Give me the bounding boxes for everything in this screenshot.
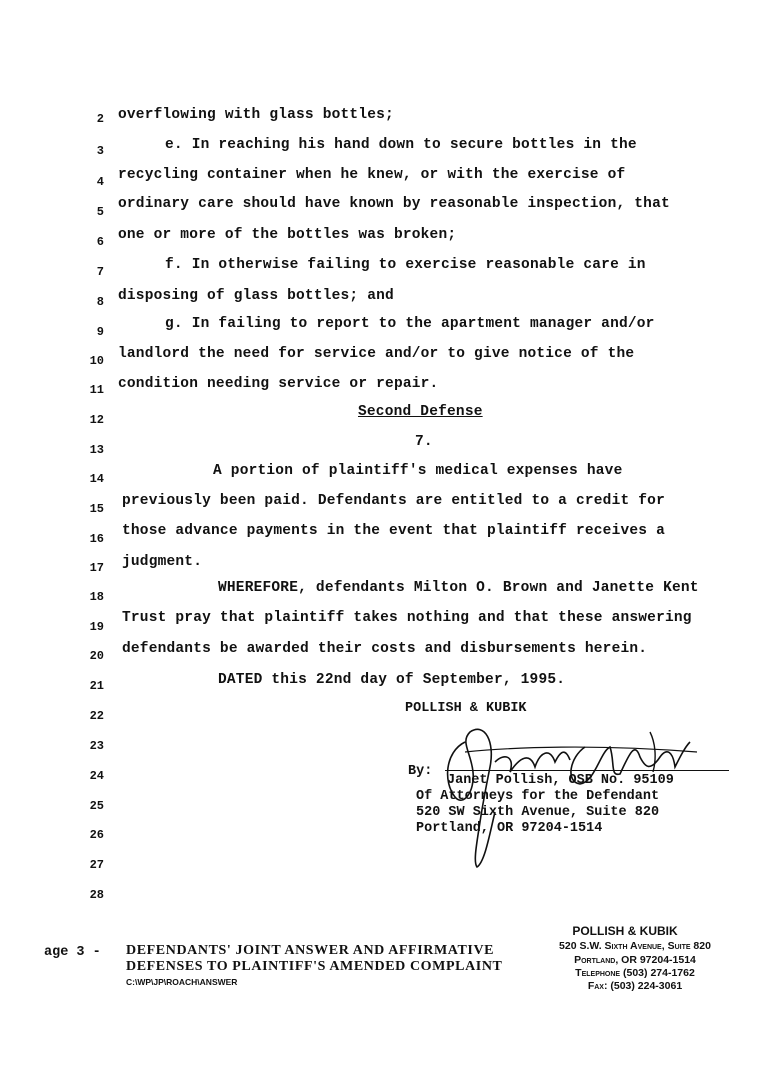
- by-label: By:: [408, 764, 433, 779]
- line-number: 13: [89, 443, 104, 457]
- line-number: 19: [89, 620, 104, 634]
- line-number: 20: [89, 649, 104, 663]
- line-number: 8: [96, 295, 104, 309]
- footer-title-line: DEFENSES TO PLAINTIFF'S AMENDED COMPLAINT: [126, 959, 503, 974]
- line-number: 23: [89, 739, 104, 753]
- attorney-city: Portland, OR 97204-1514: [416, 821, 603, 836]
- line-number: 28: [89, 888, 104, 902]
- line-number: 15: [89, 502, 104, 516]
- line-number: 25: [89, 799, 104, 813]
- attorney-name: Janet Pollish, OSB No. 95109: [447, 773, 674, 788]
- footer-city: Portland, OR 97204-1514: [574, 954, 696, 966]
- body-line: defendants be awarded their costs and disbursements herein.: [122, 641, 648, 657]
- line-number: 27: [89, 858, 104, 872]
- body-line: g. In failing to report to the apartment manager and/or: [165, 316, 655, 332]
- section-heading: Second Defense: [358, 404, 483, 420]
- body-line: ordinary care should have known by reasonable inspection, that: [118, 196, 670, 212]
- footer-title-line: DEFENDANTS' JOINT ANSWER AND AFFIRMATIVE: [126, 943, 495, 958]
- body-line: landlord the need for service and/or to give notice of the: [118, 346, 635, 362]
- paragraph-number: 7.: [415, 434, 433, 450]
- line-number: 11: [89, 383, 104, 397]
- line-number: 17: [89, 561, 104, 575]
- body-line: A portion of plaintiff's medical expenses have: [213, 463, 623, 479]
- footer-address: 520 S.W. Sixth Avenue, Suite 820: [559, 940, 711, 952]
- line-number: 9: [96, 325, 104, 339]
- line-number: 26: [89, 828, 104, 842]
- body-line: e. In reaching his hand down to secure bottles in the: [165, 137, 637, 153]
- signature-line: [445, 770, 729, 771]
- body-line: disposing of glass bottles; and: [118, 288, 394, 304]
- firm-name: POLLISH & KUBIK: [405, 701, 527, 716]
- body-line: f. In otherwise failing to exercise reasonable care in: [165, 257, 646, 273]
- body-line: WHEREFORE, defendants Milton O. Brown and Janette Kent: [218, 580, 699, 596]
- line-number: 21: [89, 679, 104, 693]
- line-number: 2: [96, 112, 104, 126]
- body-line: Trust pray that plaintiff takes nothing and that these answering: [122, 610, 692, 626]
- line-number: 24: [89, 769, 104, 783]
- body-line: those advance payments in the event that plaintiff receives a: [122, 523, 665, 539]
- footer-phone: Telephone (503) 274-1762: [575, 967, 695, 979]
- line-number: 7: [96, 265, 104, 279]
- line-number: 18: [89, 590, 104, 604]
- dated-line: DATED this 22nd day of September, 1995.: [218, 672, 566, 688]
- line-number: 12: [89, 413, 104, 427]
- attorney-role: Of Attorneys for the Defendant: [416, 789, 660, 804]
- attorney-address: 520 SW Sixth Avenue, Suite 820: [416, 805, 660, 820]
- line-number: 6: [96, 235, 104, 249]
- line-number: 14: [89, 472, 104, 486]
- body-line: recycling container when he knew, or with the exercise of: [118, 167, 626, 183]
- body-line: overflowing with glass bottles;: [118, 107, 394, 123]
- line-number: 4: [96, 175, 104, 189]
- line-number: 3: [96, 144, 104, 158]
- file-path: C:\WP\JP\ROACH\ANSWER: [126, 977, 238, 987]
- body-line: judgment.: [122, 554, 203, 570]
- line-number: 5: [96, 205, 104, 219]
- body-line: condition needing service or repair.: [118, 376, 439, 392]
- body-line: one or more of the bottles was broken;: [118, 227, 457, 243]
- page-number: age 3 -: [44, 945, 101, 960]
- line-number: 22: [89, 709, 104, 723]
- body-line: previously been paid. Defendants are entitled to a credit for: [122, 493, 665, 509]
- line-number: 10: [89, 354, 104, 368]
- footer-fax: Fax: (503) 224-3061: [587, 980, 683, 992]
- footer-firm: POLLISH & KUBIK: [572, 924, 678, 938]
- line-number: 16: [89, 532, 104, 546]
